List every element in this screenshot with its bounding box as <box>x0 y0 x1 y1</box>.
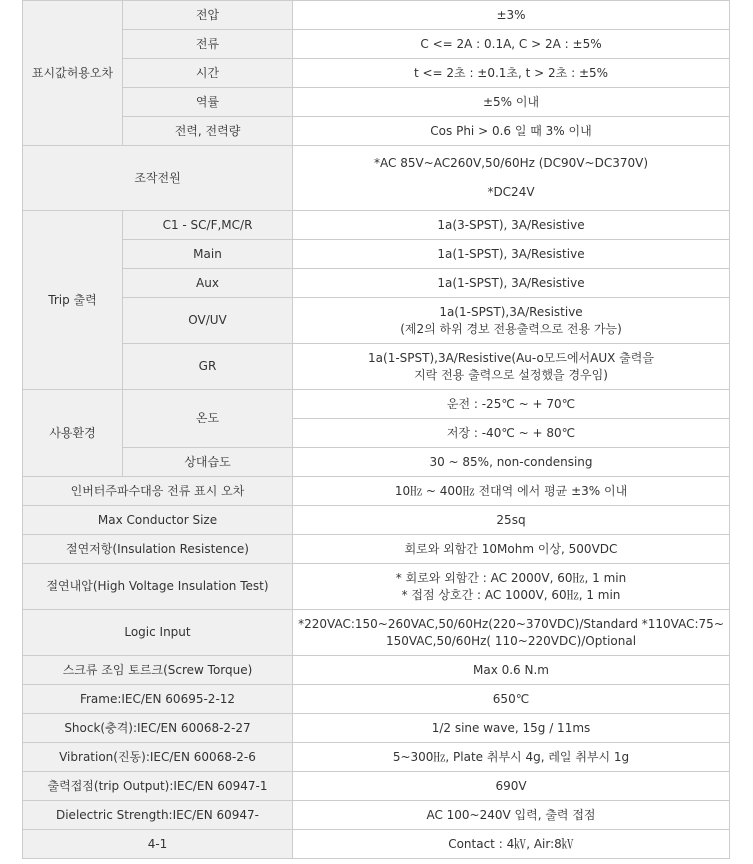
logic-input-label: Logic Input <box>23 610 293 656</box>
table-row <box>23 772 730 801</box>
table-row <box>23 714 730 743</box>
table-row <box>23 801 730 830</box>
trip-c1-value: 1a(3-SPST), 3A/Resistive <box>293 211 730 240</box>
table-row <box>23 269 730 298</box>
inverter-error-value: 10㎐ ~ 400㎐ 전대역 에서 평균 ±3% 이내 <box>293 477 730 506</box>
hv-test-line1: * 회로와 외함간 : AC 2000V, 60㎐, 1 min <box>395 570 627 585</box>
control-power-value <box>293 146 730 211</box>
tolerance-power-value: Cos Phi > 0.6 일 때 3% 이내 <box>293 117 730 146</box>
table-row <box>23 448 730 477</box>
table-row <box>23 610 730 656</box>
insulation-label: 절연저항(Insulation Resistence) <box>23 535 293 564</box>
hv-test-label: 절연내압(High Voltage Insulation Test) <box>23 564 293 610</box>
tolerance-pf-value: ±5% 이내 <box>293 88 730 117</box>
table-row <box>23 477 730 506</box>
control-power-label: 조작전원 <box>23 146 293 211</box>
tolerance-voltage-value: ±3% <box>293 1 730 30</box>
table-row <box>23 30 730 59</box>
screw-torque-label: 스크류 조임 토르크(Screw Torque) <box>23 656 293 685</box>
environment-group-label: 사용환경 <box>23 390 123 477</box>
table-row <box>23 298 730 344</box>
table-row <box>23 830 730 859</box>
table-row <box>23 59 730 88</box>
trip-ovuv-line1: 1a(1-SPST),3A/Resistive <box>439 304 583 319</box>
shock-value: 1/2 sine wave, 15g / 11ms <box>293 714 730 743</box>
table-row <box>23 211 730 240</box>
frame-label: Frame:IEC/EN 60695-2-12 <box>23 685 293 714</box>
table-row <box>23 1 730 30</box>
dielectric-contact-value: Contact : 4㎸, Air:8㎸ <box>293 830 730 859</box>
tolerance-current-label: 전류 <box>123 30 293 59</box>
trip-gr-line2: 지락 전용 출력으로 설정했을 경우임) <box>414 367 608 382</box>
temperature-label: 온도 <box>123 390 293 448</box>
logic-input-line2: 150VAC,50/60Hz( 110~220VDC)/Optional <box>385 633 637 648</box>
dielectric-value: AC 100~240V 입력, 출력 접점 <box>293 801 730 830</box>
trip-gr-label: GR <box>123 344 293 390</box>
inverter-error-label: 인버터주파수대응 전류 표시 오차 <box>23 477 293 506</box>
trip-ovuv-label: OV/UV <box>123 298 293 344</box>
trip-ovuv-value <box>293 298 730 344</box>
tolerance-pf-label: 역률 <box>123 88 293 117</box>
logic-input-line1: *220VAC:150~260VAC,50/60Hz(220~370VDC)/Standard *110VAC:75~ <box>298 616 724 631</box>
vibration-label: Vibration(진동):IEC/EN 60068-2-6 <box>23 743 293 772</box>
dielectric-label-cont: 4-1 <box>23 830 293 859</box>
trip-main-label: Main <box>123 240 293 269</box>
vibration-value: 5~300㎐, Plate 취부시 4g, 레일 취부시 1g <box>293 743 730 772</box>
max-conductor-value: 25sq <box>293 506 730 535</box>
trip-c1-label: C1 - SC/F,MC/R <box>123 211 293 240</box>
hv-test-value <box>293 564 730 610</box>
tolerance-voltage-label: 전압 <box>123 1 293 30</box>
max-conductor-label: Max Conductor Size <box>23 506 293 535</box>
table-row <box>23 656 730 685</box>
temperature-storage: 저장 : -40℃ ~ + 80℃ <box>293 419 730 448</box>
humidity-value: 30 ~ 85%, non-condensing <box>293 448 730 477</box>
logic-input-value <box>293 610 730 656</box>
trip-ovuv-line2: (제2의 하위 경보 전용출력으로 전용 가능) <box>400 321 622 336</box>
trip-output-value: 690V <box>293 772 730 801</box>
table-row <box>23 240 730 269</box>
dielectric-label: Dielectric Strength:IEC/EN 60947- <box>23 801 293 830</box>
tolerance-time-label: 시간 <box>123 59 293 88</box>
control-power-ac: *AC 85V~AC260V,50/60Hz (DC90V~DC370V) <box>374 156 648 170</box>
frame-value: 650℃ <box>293 685 730 714</box>
tolerance-current-value: C <= 2A : 0.1A, C > 2A : ±5% <box>293 30 730 59</box>
trip-gr-value <box>293 344 730 390</box>
table-row <box>23 685 730 714</box>
shock-label: Shock(충격):IEC/EN 60068-2-27 <box>23 714 293 743</box>
hv-test-line2: * 접점 상호간 : AC 1000V, 60㎐, 1 min <box>401 587 621 602</box>
tolerance-time-value: t <= 2초 : ±0.1초, t > 2초 : ±5% <box>293 59 730 88</box>
temperature-operating: 운전 : -25℃ ~ + 70℃ <box>293 390 730 419</box>
humidity-label: 상대습도 <box>123 448 293 477</box>
table-row <box>23 146 730 211</box>
control-power-dc: *DC24V <box>487 185 535 199</box>
table-row <box>23 564 730 610</box>
trip-gr-line1: 1a(1-SPST),3A/Resistive(Au-o모드에서AUX 출력을 <box>368 350 654 365</box>
trip-aux-label: Aux <box>123 269 293 298</box>
table-row <box>23 535 730 564</box>
table-row <box>23 743 730 772</box>
trip-main-value: 1a(1-SPST), 3A/Resistive <box>293 240 730 269</box>
table-row <box>23 344 730 390</box>
trip-aux-value: 1a(1-SPST), 3A/Resistive <box>293 269 730 298</box>
table-row <box>23 506 730 535</box>
trip-group-label: Trip 출력 <box>23 211 123 390</box>
table-row <box>23 117 730 146</box>
table-row <box>23 390 730 419</box>
tolerance-power-label: 전력, 전력량 <box>123 117 293 146</box>
screw-torque-value: Max 0.6 N.m <box>293 656 730 685</box>
tolerance-group-label: 표시값허용오차 <box>23 1 123 146</box>
spec-table <box>22 0 730 859</box>
insulation-value: 회로와 외함간 10Mohm 이상, 500VDC <box>293 535 730 564</box>
trip-output-label: 출력접점(trip Output):IEC/EN 60947-1 <box>23 772 293 801</box>
table-row <box>23 88 730 117</box>
